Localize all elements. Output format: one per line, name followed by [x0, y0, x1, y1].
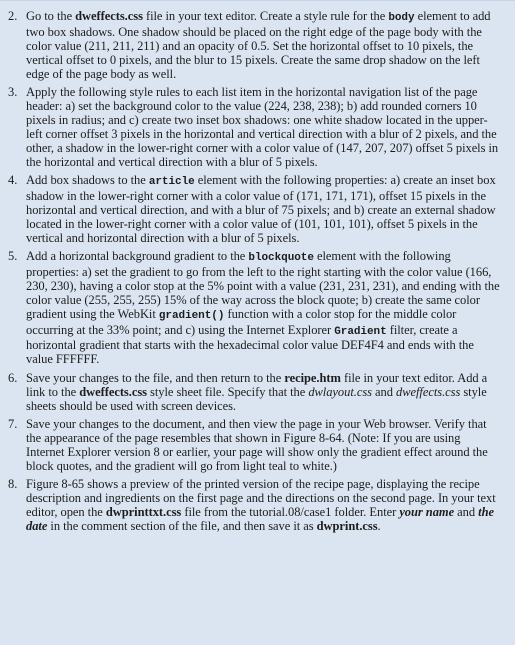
step-text-run: Go to the	[26, 9, 76, 23]
step-number: 6.	[8, 370, 18, 385]
instruction-step	[8, 174, 501, 246]
code-term: blockquote	[248, 252, 314, 264]
step-text-run: and	[454, 504, 479, 519]
step-number: 8.	[8, 477, 18, 492]
bold-term: dwprinttxt.css	[105, 504, 182, 519]
code-term: gradient()	[158, 309, 225, 322]
step-text-run: file in your text editor. Add a link to the	[26, 370, 488, 399]
step-text	[26, 249, 500, 366]
instruction-step	[8, 478, 501, 534]
step-text-run: style sheet file. Specify that the	[146, 384, 309, 399]
step-text-run: and	[371, 384, 397, 399]
step-text-run: Add box shadows to the	[26, 172, 149, 187]
step-number: 5.	[8, 249, 18, 263]
step-number: 2.	[8, 9, 18, 23]
step-number: 4.	[8, 172, 18, 187]
step-text-run: filter, create a horizontal gradient that starts with the hexadecimal color value DEF4F4 and ends with the value FFFFFF.	[26, 322, 474, 367]
step-text	[26, 9, 491, 81]
bold-term: recipe.htm	[284, 370, 341, 385]
bold-term: dwprint.css	[316, 518, 378, 533]
step-text	[26, 417, 488, 473]
italic-filename: dweffects.css	[396, 384, 461, 399]
step-text-run: element to add two box shadows. One shadow should be placed on the right edge of the page body with the color value (211, 211, 211) and an opacity of 0.5. Set the horizontal offset to 10 pixels, the vertical offset to 0 pixels, and the blur to 15 pixels. Create the same drop shadow on the left edge of the page body as well.	[26, 9, 491, 81]
step-text-run: Save your changes to the file, and then return to the	[26, 370, 285, 385]
code-term: article	[148, 175, 195, 188]
step-text	[26, 477, 496, 533]
step-number: 3.	[8, 85, 18, 100]
bold-term: dweffects.css	[75, 9, 143, 23]
step-text-run: style sheets should be used with screen devices.	[26, 384, 487, 413]
instruction-step	[8, 86, 501, 169]
bold-term: dweffects.css	[79, 384, 147, 399]
step-text-run: element with the following properties: a) create an inset box shadow in the lower-right corner with a color value of (171, 171, 171), offset 15 pixels in the horizontal and vertical direction, and with a blur of 75 pixels; and b) create an external shadow located in the lower-right corner with a color value of (101, 101, 101), offset 5 pixels in the vertical and horizontal direction with a blur of 5 pixels.	[26, 172, 496, 245]
instruction-step	[8, 10, 501, 82]
step-text-run: Save your changes to the document, and then view the page in your Web browser. Verify that the appearance of the page resembles that shown in Figure 8-64. (Note: If you are using Internet Explorer version 8 or earlier, your page will show only the gradient effect around the block quotes, and the gradient will go from light teal to white.)	[26, 416, 488, 473]
step-text	[26, 173, 496, 245]
step-text	[26, 85, 498, 169]
step-text-run: file from the tutorial.08/case1 folder. Enter	[181, 504, 400, 519]
instruction-step	[8, 250, 501, 367]
italic-filename: dwlayout.css	[308, 384, 372, 399]
step-text	[26, 371, 487, 413]
bold-italic-term: the date	[26, 504, 494, 533]
code-term: body	[388, 12, 415, 24]
bold-italic-term: your name	[399, 504, 455, 519]
step-text-run: file in your text editor. Create a style rule for the	[142, 9, 389, 23]
step-text-run: in the comment section of the file, and then save it as	[47, 518, 317, 533]
step-text-run: function with a color stop for the middle color occurring at the 33% point; and c) using the Internet Explorer	[26, 306, 457, 337]
step-text-run: element with the following properties: a) set the gradient to go from the left to the right starting with the color value (166, 230, 230), having a color stop at the 5% point with a value (231, 231, 231), and ending with the color value (255, 255, 255) 15% of the way across the block quote; b) create the same color gradient using the WebKit	[26, 249, 500, 321]
instruction-step	[8, 418, 501, 474]
step-text-run: Figure 8-65 shows a preview of the printed version of the recipe page, displaying the recipe description and ingredients on the first page and the directions on the second page. In your text editor, open the	[26, 477, 496, 519]
instruction-steps-list	[8, 10, 501, 534]
instruction-step	[8, 372, 501, 414]
step-number: 7.	[8, 416, 18, 431]
step-text-run: Add a horizontal background gradient to the	[26, 249, 249, 263]
code-term: Gradient	[334, 325, 387, 338]
step-text-run: .	[377, 518, 381, 533]
step-text-run: Apply the following style rules to each list item in the horizontal navigation list of the page header: a) set the background color to the value (224, 238, 238); b) add rounded corners 10 pixels in radius; and c) create two inset box shadows: one white shadow located in the upper-left corner offset 3 pixels in the horizontal and vertical direction with a blur of 2 pixels, and the other, a shadow in the lower-right corner with a color value of (147, 207, 207) offset 5 pixels in the horizontal and vertical direction with a blur of 5 pixels.	[26, 85, 499, 169]
